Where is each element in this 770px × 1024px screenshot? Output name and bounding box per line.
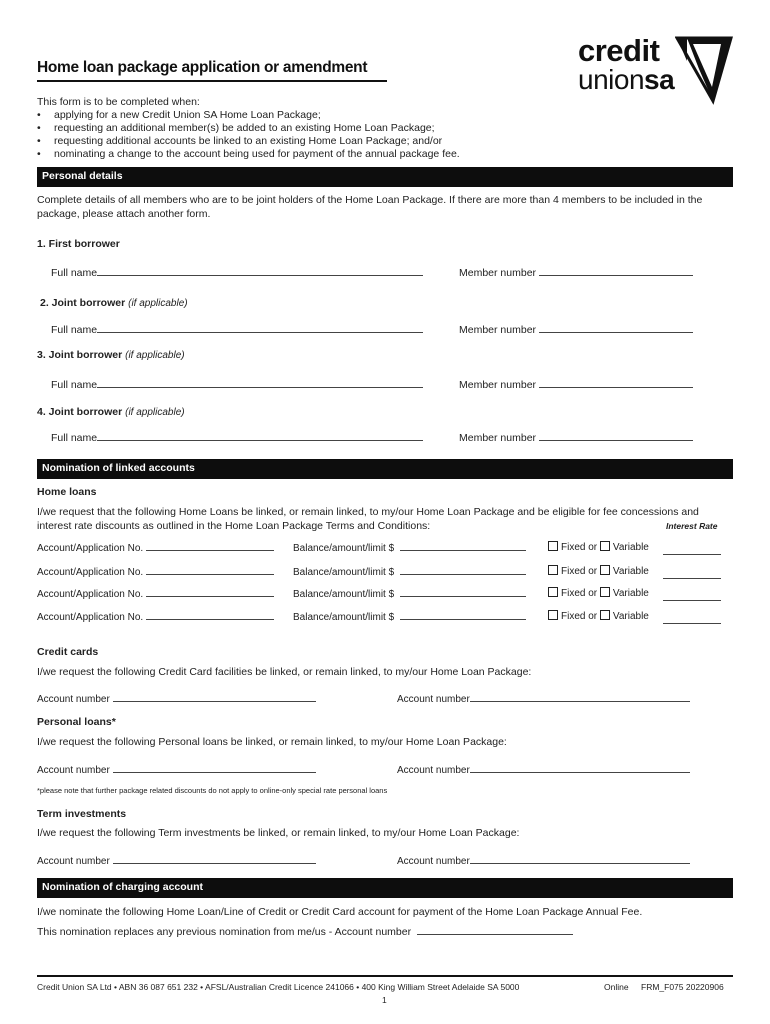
interest-rate-field[interactable] (663, 542, 721, 560)
fixed-label: Fixed (561, 611, 586, 622)
or-label: or (588, 588, 598, 599)
intro-lead: This form is to be completed when: (37, 96, 200, 108)
account-number-line[interactable] (470, 855, 690, 864)
footer-rule (37, 975, 733, 977)
account-number-line[interactable] (113, 693, 316, 702)
full-name-label: Full name (51, 432, 98, 444)
variable-label: Variable (612, 566, 649, 577)
footer-channel: Online (604, 982, 629, 992)
borrower-1-title: 1. First borrower (37, 238, 120, 250)
borrower-3-full-name-field[interactable] (51, 379, 423, 391)
variable-checkbox[interactable] (600, 565, 610, 575)
fixed-checkbox[interactable] (548, 541, 558, 551)
fixed-label: Fixed (561, 542, 586, 553)
account-number-line[interactable] (113, 764, 316, 773)
charging-account-text-1: I/we nominate the following Home Loan/Line of Credit or Credit Card account for payment of the Home Loan Package Annual Fee. (37, 906, 643, 918)
borrower-3-member-number-field[interactable] (459, 379, 693, 391)
account-application-label: Account/Application No. (37, 612, 144, 623)
account-number-line[interactable] (470, 764, 690, 773)
borrower-3-note: (if applicable) (125, 350, 185, 361)
term-investments-title: Term investments (37, 808, 127, 820)
variable-checkbox[interactable] (600, 541, 610, 551)
section-header-charging-account: Nomination of charging account (37, 878, 733, 898)
member-number-label: Member number (459, 267, 537, 279)
rate-type-options (548, 565, 649, 577)
account-number-line[interactable] (470, 693, 690, 702)
intro-bullet: • requesting additional accounts be linked to an existing Home Loan Package; and/or (37, 135, 460, 148)
account-application-label: Account/Application No. (37, 589, 144, 600)
account-number-label: Account number (397, 694, 470, 705)
footer-form-code: FRM_F075 20220906 (641, 982, 724, 992)
intro-bullet: • nominating a change to the account being used for payment of the annual package fee. (37, 148, 460, 161)
home-loan-balance-field[interactable] (293, 588, 526, 600)
borrower-2-note: (if applicable) (128, 298, 188, 309)
home-loan-account-field[interactable] (37, 611, 274, 623)
credit-cards-text: I/we request the following Credit Card facilities be linked, or remain linked, to my/our Home Loan Package: (37, 666, 532, 678)
logo-word-union: union (578, 64, 645, 95)
personal-details-description: Complete details of all members who are to be joint holders of the Home Loan Package. If there are more than 4 members to be included in the package, please attach another form. (37, 194, 703, 220)
credit-card-account-field-1[interactable] (37, 693, 316, 705)
personal-loans-footnote: *please note that further package related discounts do not apply to online-only special rate personal loans (37, 786, 388, 795)
fixed-checkbox[interactable] (548, 610, 558, 620)
full-name-line[interactable] (97, 324, 423, 333)
borrower-2-heading (40, 297, 188, 309)
account-application-label: Account/Application No. (37, 543, 144, 554)
logo-word-sa: sa (644, 64, 675, 95)
full-name-line[interactable] (97, 432, 423, 441)
full-name-label: Full name (51, 379, 98, 391)
borrower-4-note: (if applicable) (125, 407, 185, 418)
intro-bullet-list (37, 109, 460, 161)
borrower-3-title: 3. Joint borrower (37, 349, 123, 361)
member-number-label: Member number (459, 324, 537, 336)
interest-rate-line[interactable] (663, 546, 721, 555)
rate-type-options (548, 587, 649, 599)
personal-loans-text: I/we request the following Personal loans be linked, or remain linked, to my/our Home Loan Package: (37, 736, 507, 748)
personal-loans-title: Personal loans* (37, 716, 116, 728)
fixed-checkbox[interactable] (548, 565, 558, 575)
full-name-label: Full name (51, 324, 98, 336)
fixed-label: Fixed (561, 566, 586, 577)
account-number-label: Account number (397, 765, 470, 776)
home-loans-title: Home loans (37, 486, 97, 498)
charging-account-field[interactable] (37, 926, 573, 938)
borrower-4-title: 4. Joint borrower (37, 406, 123, 418)
home-loan-balance-field[interactable] (293, 566, 526, 578)
interest-rate-field[interactable] (663, 611, 721, 629)
title-underline (37, 80, 387, 82)
rate-type-options (548, 610, 649, 622)
currency-symbol: $ (388, 567, 395, 578)
borrower-2-member-number-field[interactable] (459, 324, 693, 336)
balance-line[interactable] (400, 588, 526, 597)
variable-label: Variable (612, 588, 649, 599)
borrower-4-member-number-field[interactable] (459, 432, 693, 444)
page-title: Home loan package application or amendment (37, 59, 368, 76)
full-name-line[interactable] (97, 379, 423, 388)
variable-checkbox[interactable] (600, 587, 610, 597)
account-application-line[interactable] (146, 566, 274, 575)
page-number: 1 (382, 995, 387, 1005)
borrower-2-full-name-field[interactable] (51, 324, 423, 336)
account-application-line[interactable] (146, 611, 274, 620)
fixed-checkbox[interactable] (548, 587, 558, 597)
intro-bullet: • applying for a new Credit Union SA Home Loan Package; (37, 109, 460, 122)
borrower-3-heading (37, 349, 185, 361)
account-number-label: Account number (37, 856, 110, 867)
borrower-1-full-name-field[interactable] (51, 267, 423, 279)
term-investment-account-field-1[interactable] (37, 855, 316, 867)
balance-label: Balance/amount/limit (293, 567, 386, 578)
balance-label: Balance/amount/limit (293, 612, 386, 623)
borrower-4-full-name-field[interactable] (51, 432, 423, 444)
interest-rate-line[interactable] (663, 570, 721, 579)
member-number-line[interactable] (539, 432, 693, 441)
intro-bullet: • requesting an additional member(s) be added to an existing Home Loan Package; (37, 122, 460, 135)
account-application-line[interactable] (146, 588, 274, 597)
account-application-line[interactable] (146, 542, 274, 551)
personal-loan-account-field-2[interactable] (397, 764, 690, 776)
currency-symbol: $ (388, 589, 395, 600)
or-label: or (588, 611, 598, 622)
credit-cards-title: Credit cards (37, 646, 99, 658)
logo-word-credit: credit (578, 33, 660, 68)
home-loans-text-line-2: interest rate discounts as outlined in the Home Loan Package Terms and Conditions: (37, 520, 431, 532)
member-number-label: Member number (459, 379, 537, 391)
term-investments-text: I/we request the following Term investments be linked, or remain linked, to my/our Home Loan Package: (37, 827, 520, 839)
balance-label: Balance/amount/limit (293, 589, 386, 600)
account-number-line[interactable] (113, 855, 316, 864)
borrower-1-member-number-field[interactable] (459, 267, 693, 279)
or-label: or (588, 566, 598, 577)
home-loans-text-line-1: I/we request that the following Home Loans be linked, or remain linked, to my/our Home Loan Package and be eligible for fee concessions and (37, 506, 699, 518)
member-number-line[interactable] (539, 324, 693, 333)
variable-checkbox[interactable] (600, 610, 610, 620)
balance-line[interactable] (400, 542, 526, 551)
logo-word-unionsa (578, 66, 674, 94)
interest-rate-line[interactable] (663, 615, 721, 624)
credit-union-sa-logo (578, 35, 738, 105)
currency-symbol: $ (388, 543, 395, 554)
home-loan-account-field[interactable] (37, 542, 274, 554)
member-number-line[interactable] (539, 267, 693, 276)
credit-card-account-field-2[interactable] (397, 693, 690, 705)
borrower-4-heading (37, 406, 185, 418)
currency-symbol: $ (388, 612, 395, 623)
borrower-2-title: 2. Joint borrower (40, 297, 126, 309)
interest-rate-field[interactable] (663, 566, 721, 584)
home-loan-balance-field[interactable] (293, 611, 526, 623)
full-name-label: Full name (51, 267, 98, 279)
full-name-line[interactable] (97, 267, 423, 276)
section-header-personal-details: Personal details (37, 167, 733, 187)
logo-triangle-mark (675, 35, 733, 105)
footer-legal: Credit Union SA Ltd • ABN 36 087 651 232 • AFSL/Australian Credit Licence 241066 • 400 King William Street Adelaide SA 5000 (37, 982, 520, 992)
charging-account-text-2: This nomination replaces any previous nomination from me/us - Account number (37, 926, 412, 938)
interest-rate-line[interactable] (663, 592, 721, 601)
member-number-label: Member number (459, 432, 537, 444)
home-loan-account-field[interactable] (37, 566, 274, 578)
variable-label: Variable (612, 611, 649, 622)
balance-label: Balance/amount/limit (293, 543, 386, 554)
account-number-label: Account number (37, 694, 110, 705)
or-label: or (588, 542, 598, 553)
home-loan-balance-field[interactable] (293, 542, 526, 554)
account-number-label: Account number (397, 856, 470, 867)
personal-loan-account-field-1[interactable] (37, 764, 316, 776)
fixed-label: Fixed (561, 588, 586, 599)
member-number-line[interactable] (539, 379, 693, 388)
term-investment-account-field-2[interactable] (397, 855, 690, 867)
variable-label: Variable (612, 542, 649, 553)
interest-rate-field[interactable] (663, 588, 721, 606)
rate-type-options (548, 541, 649, 553)
home-loan-account-field[interactable] (37, 588, 274, 600)
interest-rate-label: Interest Rate (666, 521, 718, 531)
balance-line[interactable] (400, 611, 526, 620)
account-number-label: Account number (37, 765, 110, 776)
section-header-linked-accounts: Nomination of linked accounts (37, 459, 733, 479)
charging-account-number-line[interactable] (417, 926, 573, 935)
balance-line[interactable] (400, 566, 526, 575)
account-application-label: Account/Application No. (37, 567, 144, 578)
